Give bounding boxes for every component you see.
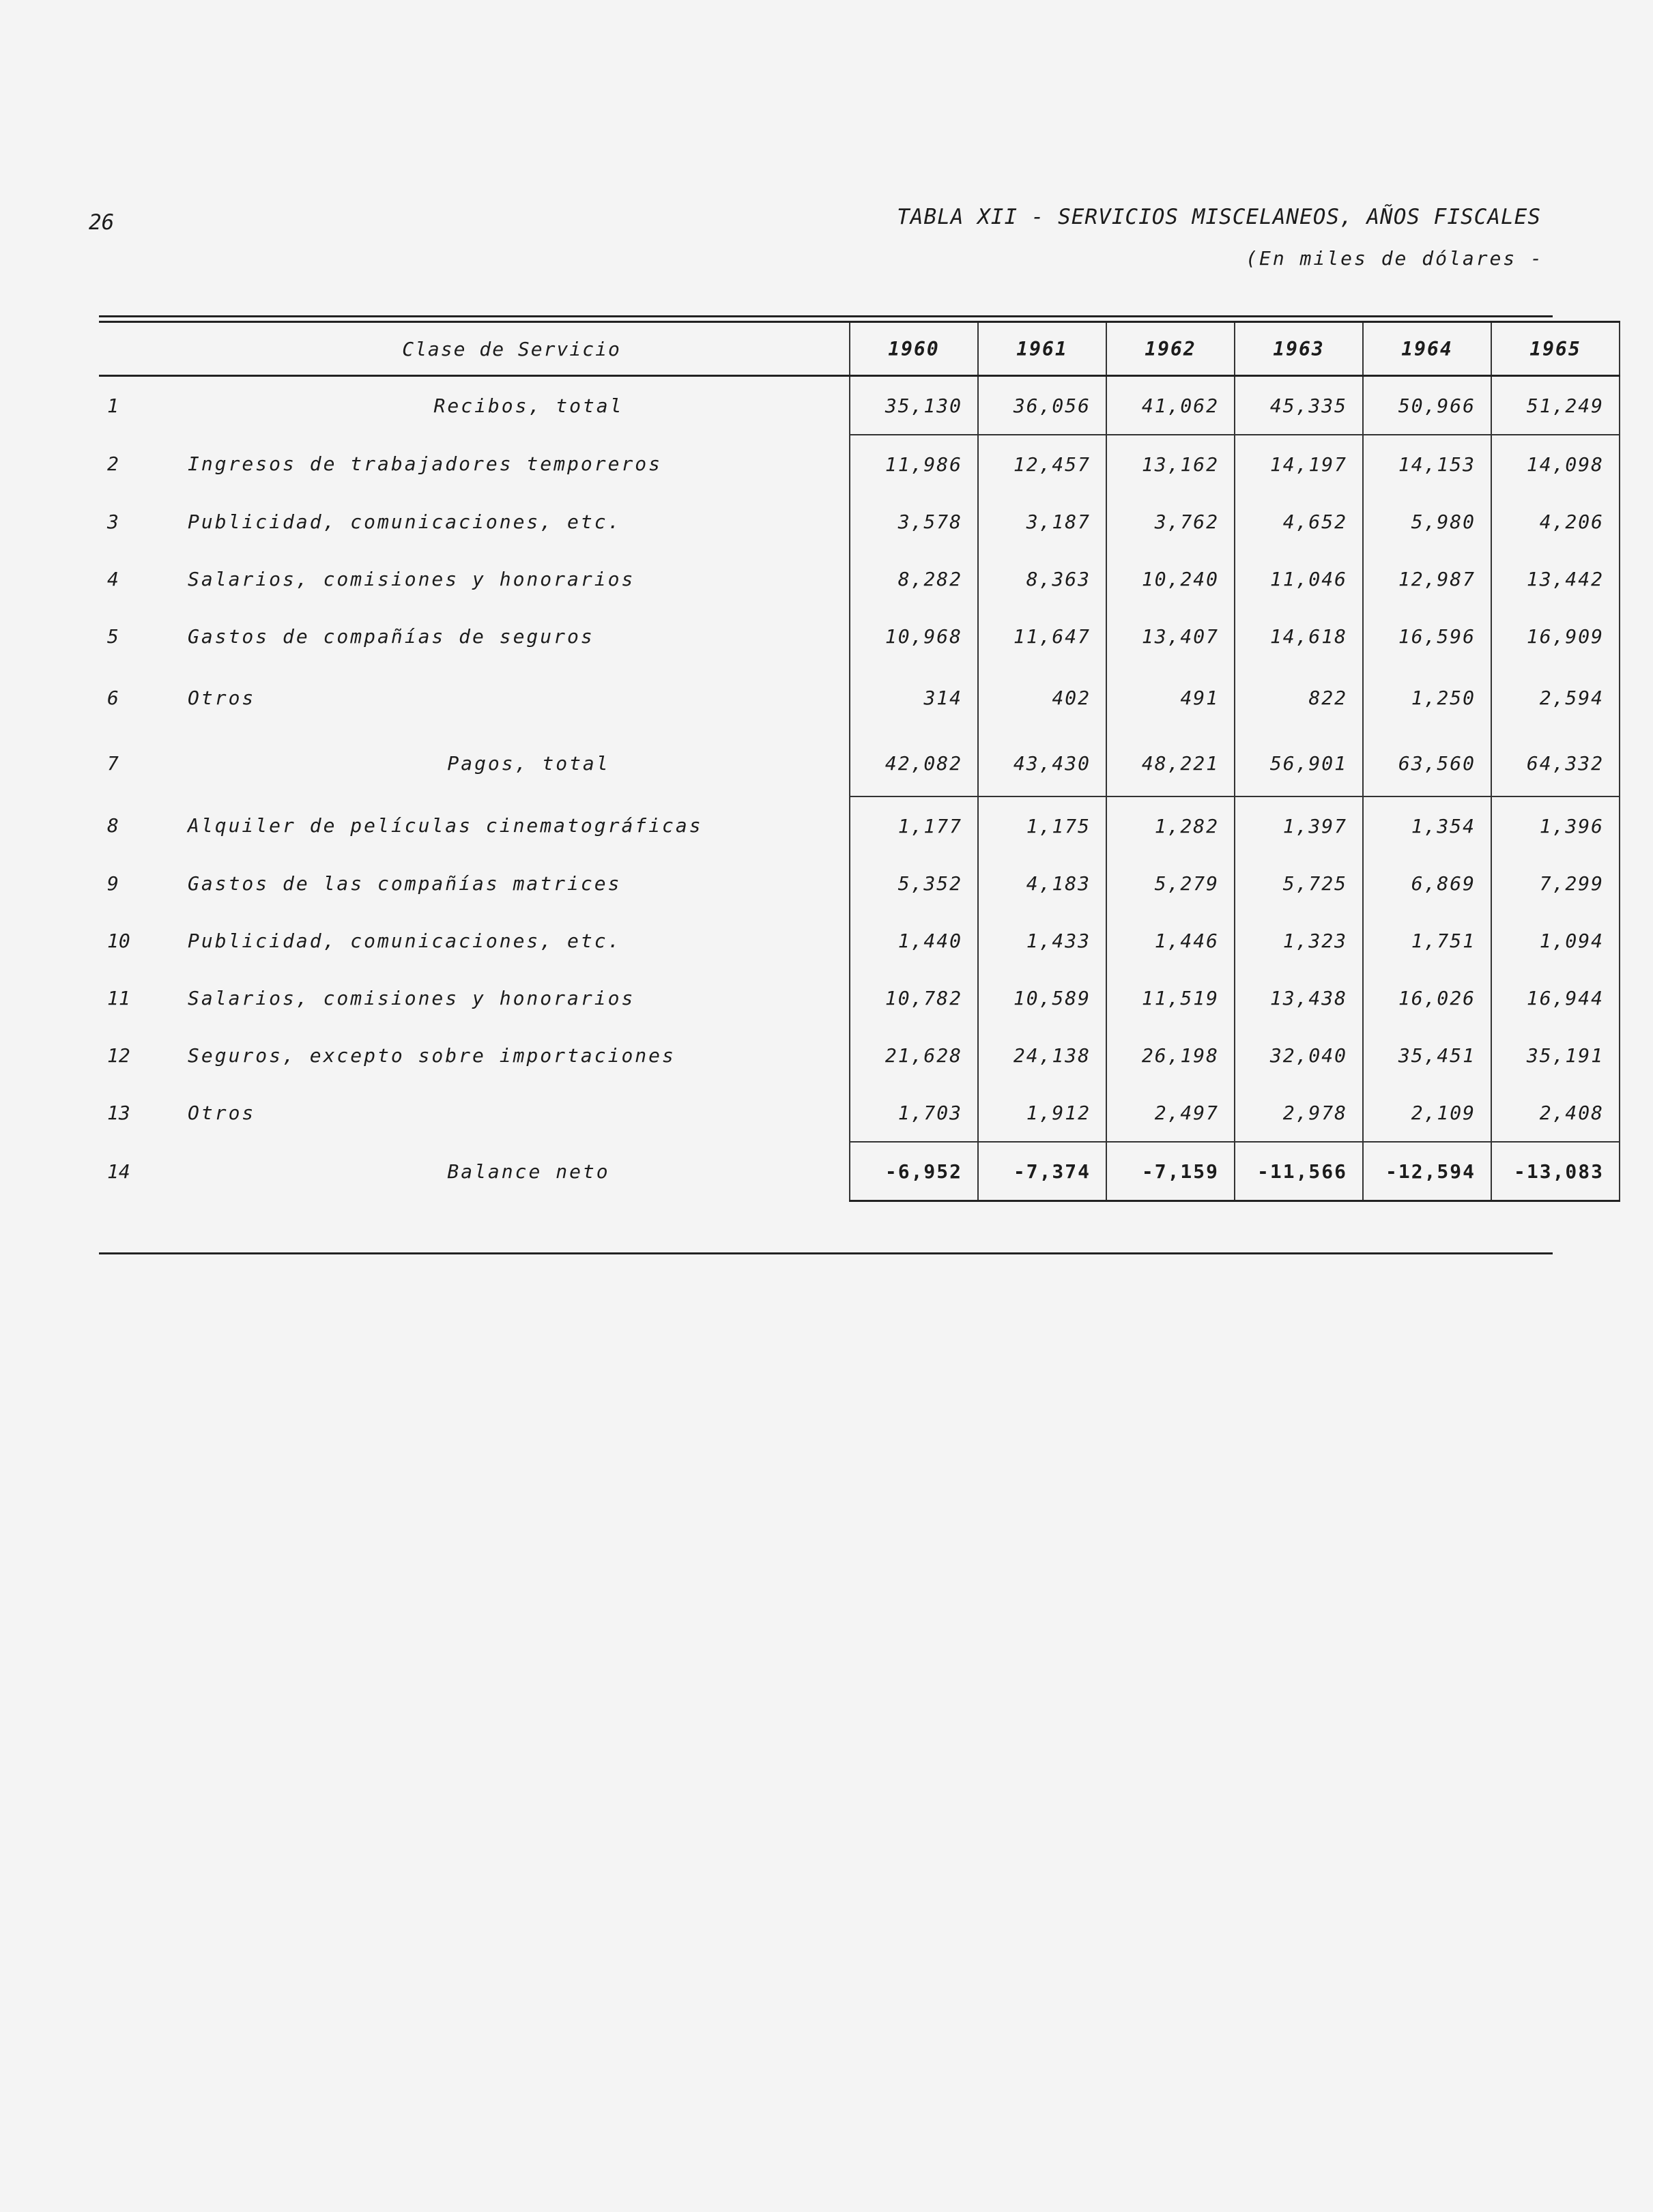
table-row bbox=[99, 796, 1620, 854]
table-row bbox=[99, 912, 1620, 969]
cell-value: 402 bbox=[978, 665, 1106, 730]
table-row bbox=[99, 854, 1620, 912]
cell-value: 10,589 bbox=[978, 969, 1106, 1026]
table-row bbox=[99, 435, 1620, 493]
row-number: 3 bbox=[107, 510, 119, 533]
cell-value: 1,912 bbox=[978, 1084, 1106, 1142]
cell-value: 5,725 bbox=[1235, 854, 1363, 912]
cell-value: 21,628 bbox=[850, 1026, 978, 1084]
cell-value: 11,519 bbox=[1106, 969, 1235, 1026]
row-number: 13 bbox=[107, 1102, 130, 1124]
row-number: 1 bbox=[107, 394, 119, 417]
table-row bbox=[99, 607, 1620, 665]
header-year-1965: 1965 bbox=[1491, 322, 1620, 376]
cell-value: 10,968 bbox=[850, 607, 978, 665]
cell-value: 1,396 bbox=[1491, 796, 1620, 854]
row-label: Balance neto bbox=[447, 1160, 610, 1183]
row-number: 2 bbox=[107, 453, 119, 475]
cell-value: 2,594 bbox=[1491, 665, 1620, 730]
row-number: 7 bbox=[107, 752, 119, 775]
row-label: Gastos de las compañías matrices bbox=[188, 872, 622, 895]
cell-value: 2,497 bbox=[1106, 1084, 1235, 1142]
cell-value: 8,363 bbox=[978, 550, 1106, 607]
row-label: Salarios, comisiones y honorarios bbox=[188, 986, 635, 1009]
cell-value: 41,062 bbox=[1106, 376, 1235, 435]
cell-value: 56,901 bbox=[1235, 730, 1363, 796]
cell-value: 12,987 bbox=[1363, 550, 1491, 607]
cell-value: 13,407 bbox=[1106, 607, 1235, 665]
row-number: 14 bbox=[107, 1160, 130, 1183]
row-number: 6 bbox=[107, 686, 119, 709]
cell-value: -6,952 bbox=[850, 1142, 978, 1201]
cell-value: 48,221 bbox=[1106, 730, 1235, 796]
table-row bbox=[99, 550, 1620, 607]
cell-value: 2,978 bbox=[1235, 1084, 1363, 1142]
cell-value: 1,094 bbox=[1491, 912, 1620, 969]
row-label: Alquiler de películas cinematográficas bbox=[188, 814, 703, 837]
bottom-rule bbox=[99, 1252, 1553, 1254]
cell-value: 1,703 bbox=[850, 1084, 978, 1142]
cell-value: 16,596 bbox=[1363, 607, 1491, 665]
cell-value: 43,430 bbox=[978, 730, 1106, 796]
row-number: 4 bbox=[107, 567, 119, 590]
table-row bbox=[99, 493, 1620, 550]
cell-value: 4,183 bbox=[978, 854, 1106, 912]
cell-value: 32,040 bbox=[1235, 1026, 1363, 1084]
cell-value: 13,162 bbox=[1106, 435, 1235, 493]
cell-value: 491 bbox=[1106, 665, 1235, 730]
row-label: Otros bbox=[188, 1102, 256, 1124]
table-row bbox=[99, 1142, 1620, 1201]
row-label: Publicidad, comunicaciones, etc. bbox=[188, 929, 622, 952]
cell-value: 14,153 bbox=[1363, 435, 1491, 493]
row-number: 8 bbox=[107, 814, 119, 837]
row-label: Otros bbox=[188, 686, 256, 709]
cell-value: 14,197 bbox=[1235, 435, 1363, 493]
cell-value: 16,944 bbox=[1491, 969, 1620, 1026]
cell-value: 11,986 bbox=[850, 435, 978, 493]
header-year-1961: 1961 bbox=[978, 322, 1106, 376]
header-year-1962: 1962 bbox=[1106, 322, 1235, 376]
cell-value: 1,433 bbox=[978, 912, 1106, 969]
cell-value: 16,909 bbox=[1491, 607, 1620, 665]
table-row bbox=[99, 1084, 1620, 1142]
cell-value: 4,652 bbox=[1235, 493, 1363, 550]
cell-value: 10,240 bbox=[1106, 550, 1235, 607]
table-title: TABLA XII - SERVICIOS MISCELANEOS, AÑOS FISCALES bbox=[897, 205, 1541, 229]
header-row bbox=[99, 322, 1620, 376]
cell-value: 3,578 bbox=[850, 493, 978, 550]
services-table bbox=[99, 321, 1620, 1202]
table-row bbox=[99, 730, 1620, 796]
cell-value: 314 bbox=[850, 665, 978, 730]
cell-value: 3,762 bbox=[1106, 493, 1235, 550]
row-number: 9 bbox=[107, 872, 119, 895]
cell-value: 1,250 bbox=[1363, 665, 1491, 730]
cell-value: 822 bbox=[1235, 665, 1363, 730]
cell-value: 11,647 bbox=[978, 607, 1106, 665]
row-number: 10 bbox=[107, 929, 130, 952]
cell-value: 2,408 bbox=[1491, 1084, 1620, 1142]
cell-value: 36,056 bbox=[978, 376, 1106, 435]
cell-value: 8,282 bbox=[850, 550, 978, 607]
cell-value: 13,438 bbox=[1235, 969, 1363, 1026]
row-number: 5 bbox=[107, 624, 119, 648]
row-label: Publicidad, comunicaciones, etc. bbox=[188, 510, 622, 533]
row-label: Recibos, total bbox=[433, 394, 624, 417]
cell-value: 35,191 bbox=[1491, 1026, 1620, 1084]
cell-value: 1,354 bbox=[1363, 796, 1491, 854]
cell-value: 45,335 bbox=[1235, 376, 1363, 435]
cell-value: -12,594 bbox=[1363, 1142, 1491, 1201]
cell-value: 4,206 bbox=[1491, 493, 1620, 550]
cell-value: -13,083 bbox=[1491, 1142, 1620, 1201]
cell-value: 16,026 bbox=[1363, 969, 1491, 1026]
cell-value: 1,175 bbox=[978, 796, 1106, 854]
cell-value: 1,751 bbox=[1363, 912, 1491, 969]
cell-value: 5,352 bbox=[850, 854, 978, 912]
cell-value: 42,082 bbox=[850, 730, 978, 796]
cell-value: 1,177 bbox=[850, 796, 978, 854]
row-label: Gastos de compañías de seguros bbox=[188, 624, 594, 648]
page-number: 26 bbox=[89, 210, 115, 235]
cell-value: -7,374 bbox=[978, 1142, 1106, 1201]
cell-value: 35,451 bbox=[1363, 1026, 1491, 1084]
cell-value: 14,098 bbox=[1491, 435, 1620, 493]
row-label: Pagos, total bbox=[447, 752, 610, 775]
cell-value: -11,566 bbox=[1235, 1142, 1363, 1201]
row-label: Seguros, excepto sobre importaciones bbox=[188, 1044, 676, 1067]
table-row bbox=[99, 969, 1620, 1026]
table-subtitle: (En miles de dólares - bbox=[1246, 247, 1544, 270]
row-number: 11 bbox=[107, 986, 130, 1009]
row-label: Salarios, comisiones y honorarios bbox=[188, 567, 635, 590]
table-row bbox=[99, 665, 1620, 730]
cell-value: 3,187 bbox=[978, 493, 1106, 550]
cell-value: 1,282 bbox=[1106, 796, 1235, 854]
cell-value: 51,249 bbox=[1491, 376, 1620, 435]
cell-value: 10,782 bbox=[850, 969, 978, 1026]
cell-value: 11,046 bbox=[1235, 550, 1363, 607]
header-year-1964: 1964 bbox=[1363, 322, 1491, 376]
cell-value: 26,198 bbox=[1106, 1026, 1235, 1084]
cell-value: 5,279 bbox=[1106, 854, 1235, 912]
cell-value: 50,966 bbox=[1363, 376, 1491, 435]
cell-value: 64,332 bbox=[1491, 730, 1620, 796]
cell-value: -7,159 bbox=[1106, 1142, 1235, 1201]
header-year-1963: 1963 bbox=[1235, 322, 1363, 376]
cell-value: 1,323 bbox=[1235, 912, 1363, 969]
row-number: 12 bbox=[107, 1044, 130, 1067]
cell-value: 12,457 bbox=[978, 435, 1106, 493]
cell-value: 6,869 bbox=[1363, 854, 1491, 912]
cell-value: 2,109 bbox=[1363, 1084, 1491, 1142]
cell-value: 63,560 bbox=[1363, 730, 1491, 796]
cell-value: 13,442 bbox=[1491, 550, 1620, 607]
row-label: Ingresos de trabajadores temporeros bbox=[188, 453, 663, 475]
cell-value: 1,397 bbox=[1235, 796, 1363, 854]
cell-value: 14,618 bbox=[1235, 607, 1363, 665]
table-row bbox=[99, 1026, 1620, 1084]
cell-value: 5,980 bbox=[1363, 493, 1491, 550]
cell-value: 1,440 bbox=[850, 912, 978, 969]
header-year-1960: 1960 bbox=[850, 322, 978, 376]
table-row bbox=[99, 376, 1620, 435]
cell-value: 24,138 bbox=[978, 1026, 1106, 1084]
header-class-label: Clase de Servicio bbox=[99, 322, 850, 376]
cell-value: 35,130 bbox=[850, 376, 978, 435]
cell-value: 7,299 bbox=[1491, 854, 1620, 912]
cell-value: 1,446 bbox=[1106, 912, 1235, 969]
